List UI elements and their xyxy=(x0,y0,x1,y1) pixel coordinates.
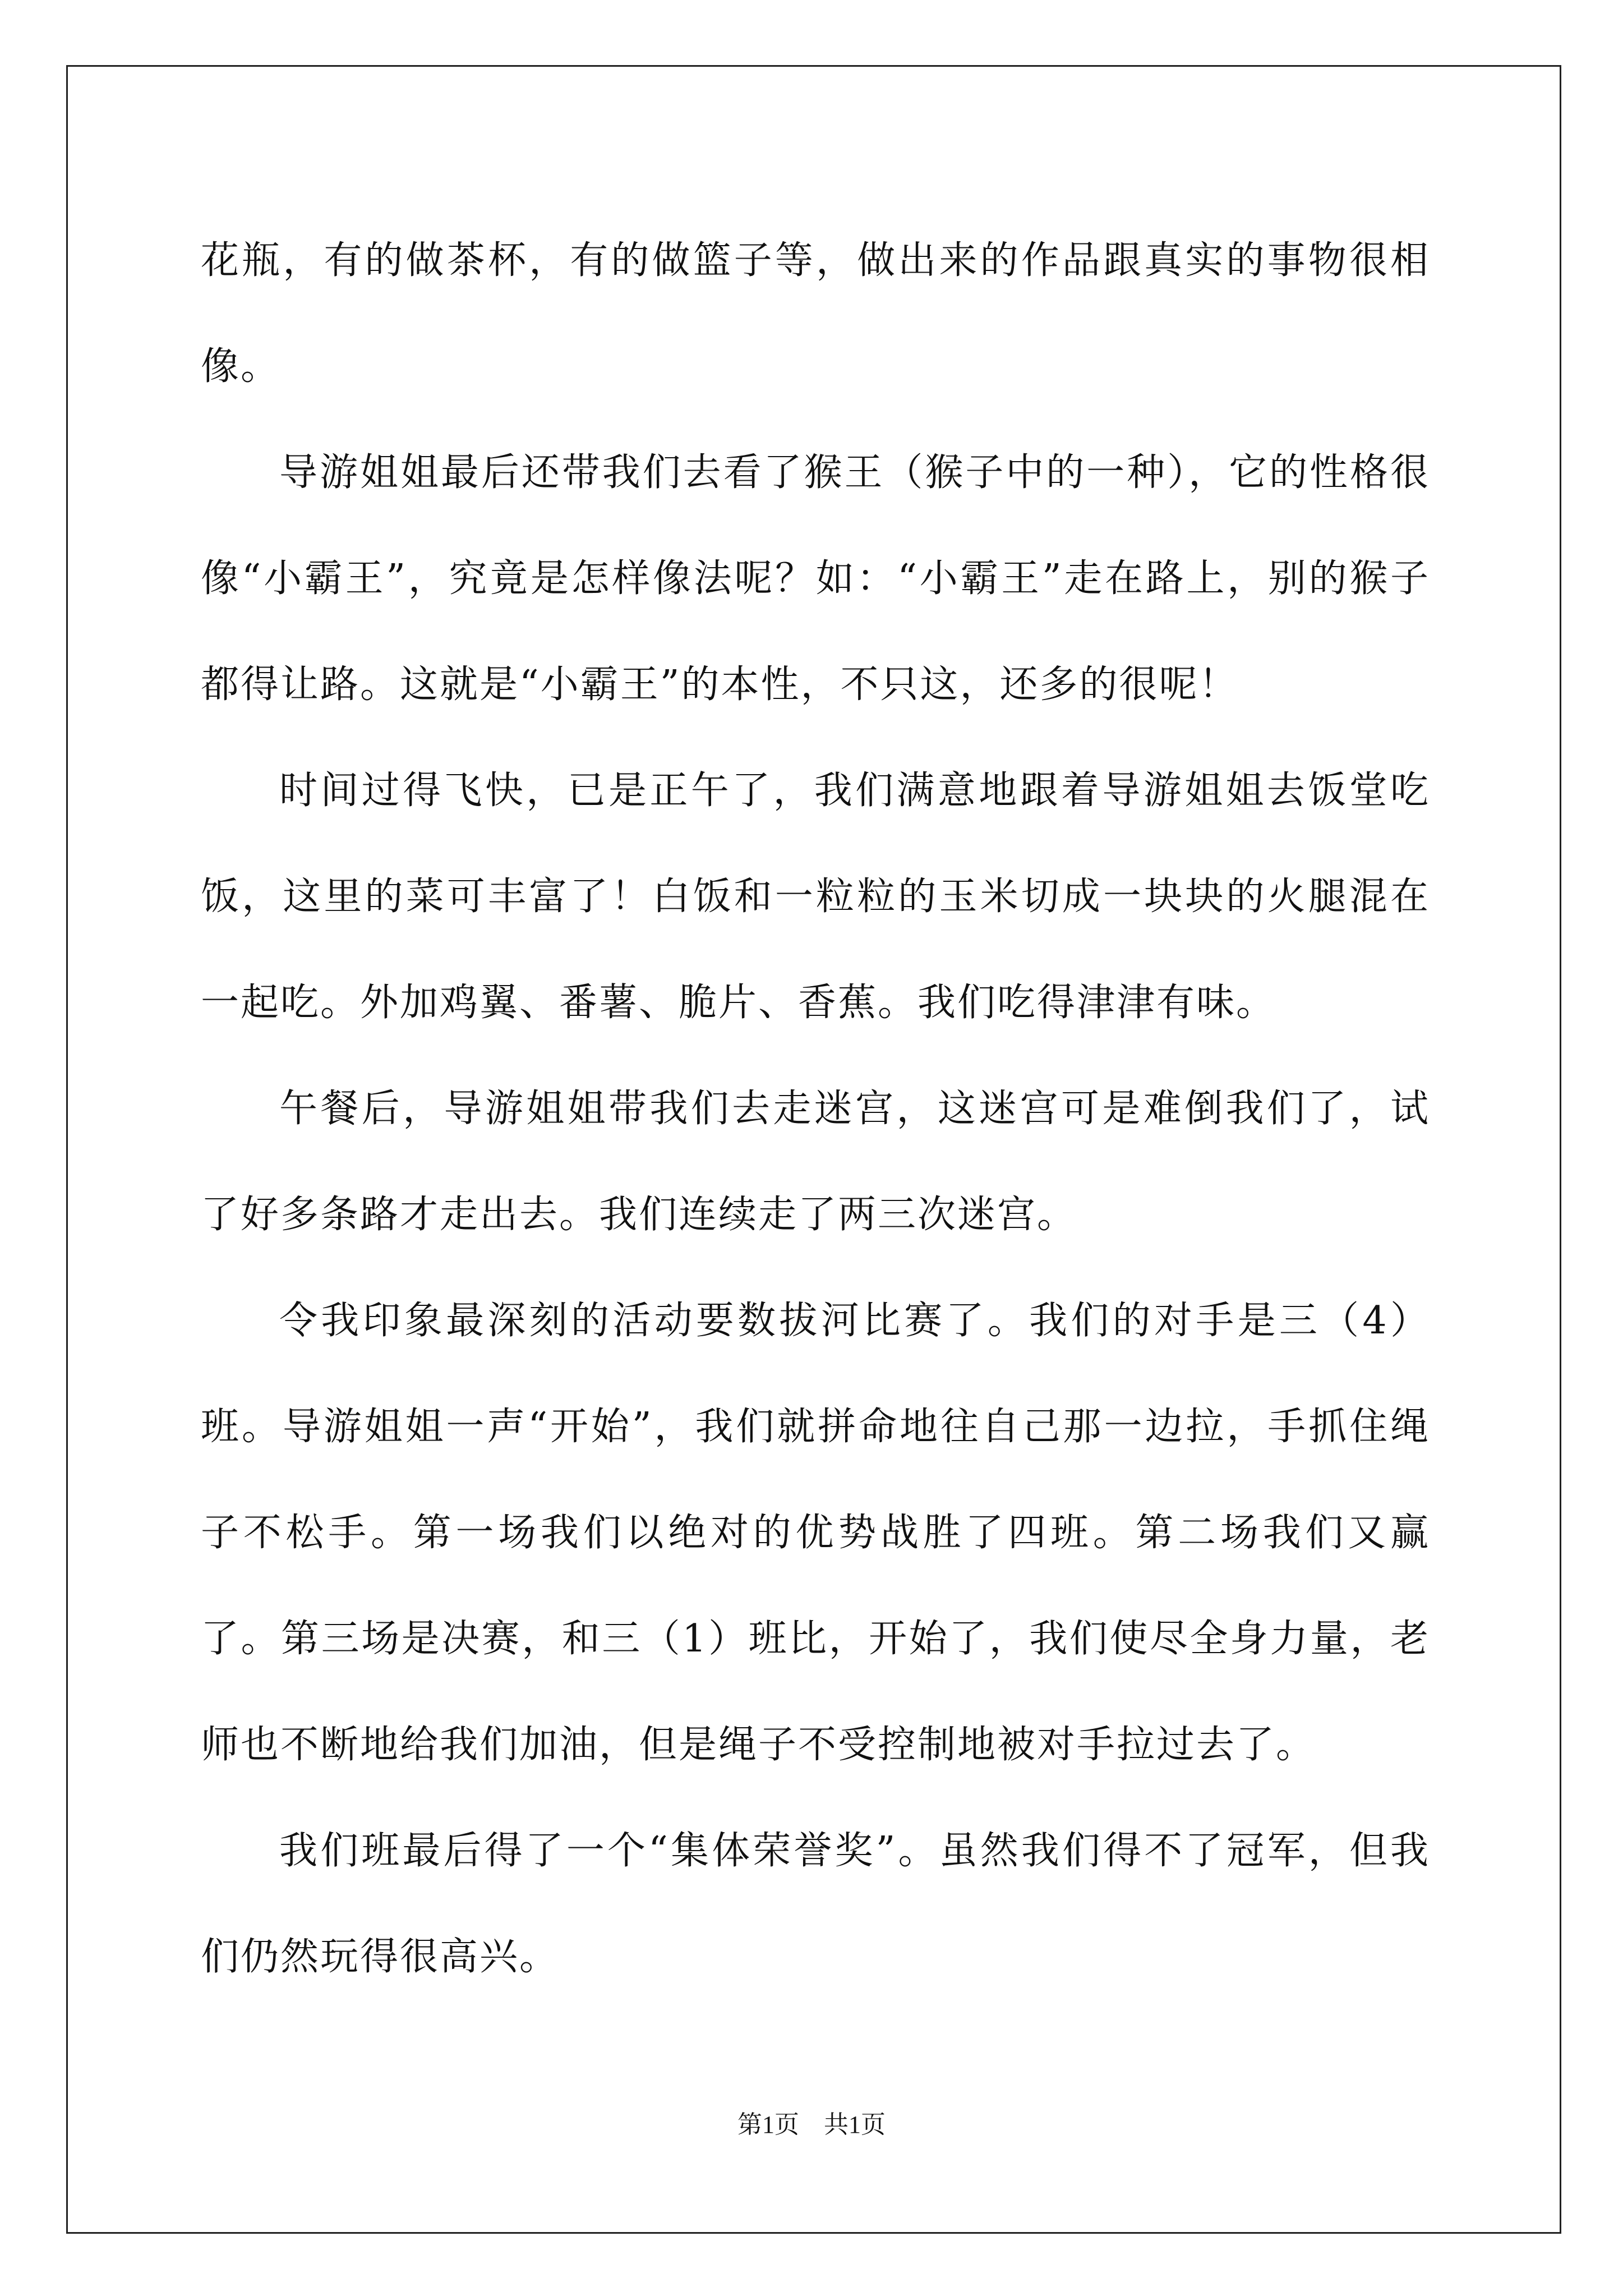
paragraph-4: 午餐后，导游姐姐带我们去走迷宫，这迷宫可是难倒我们了，试了好多条路才走出去。我们连续走了两三次迷宫。 xyxy=(201,1087,1430,1237)
document-body xyxy=(201,208,1430,2010)
paragraph-2: 导游姐姐最后还带我们去看了猴王（猴子中的一种），它的性格很像“小霸王”，究竟是怎样像法呢？如：“小霸王”走在路上，别的猴子都得让路。这就是“小霸王”的本性，不只这，还多的很呢！ xyxy=(201,450,1430,707)
page-footer: 第1页 共1页 xyxy=(737,2111,886,2138)
paragraph-3: 时间过得飞快，已是正午了，我们满意地跟着导游姐姐去饭堂吃饭，这里的菜可丰富了！白饭和一粒粒的玉米切成一块块的火腿混在一起吃。外加鸡翼、番薯、脆片、香蕉。我们吃得津津有味。 xyxy=(201,769,1430,1025)
paragraph-6: 我们班最后得了一个“集体荣誉奖”。虽然我们得不了冠军，但我们仍然玩得很高兴。 xyxy=(201,1829,1430,1979)
paragraph-5: 令我印象最深刻的活动要数拔河比赛了。我们的对手是三（4）班。导游姐姐一声“开始”，我们就拼命地往自己那一边拉，手抓住绳子不松手。第一场我们以绝对的优势战胜了四班。第二场我们又赢了。第三场是决赛，和三（1）班比，开始了，我们使尽全身力量，老师也不断地给我们加油，但是绳子不受控制地被对手拉过去了。 xyxy=(201,1299,1430,1767)
paragraph-1: 花瓶，有的做茶杯，有的做篮子等，做出来的作品跟真实的事物很相像。 xyxy=(201,238,1430,389)
